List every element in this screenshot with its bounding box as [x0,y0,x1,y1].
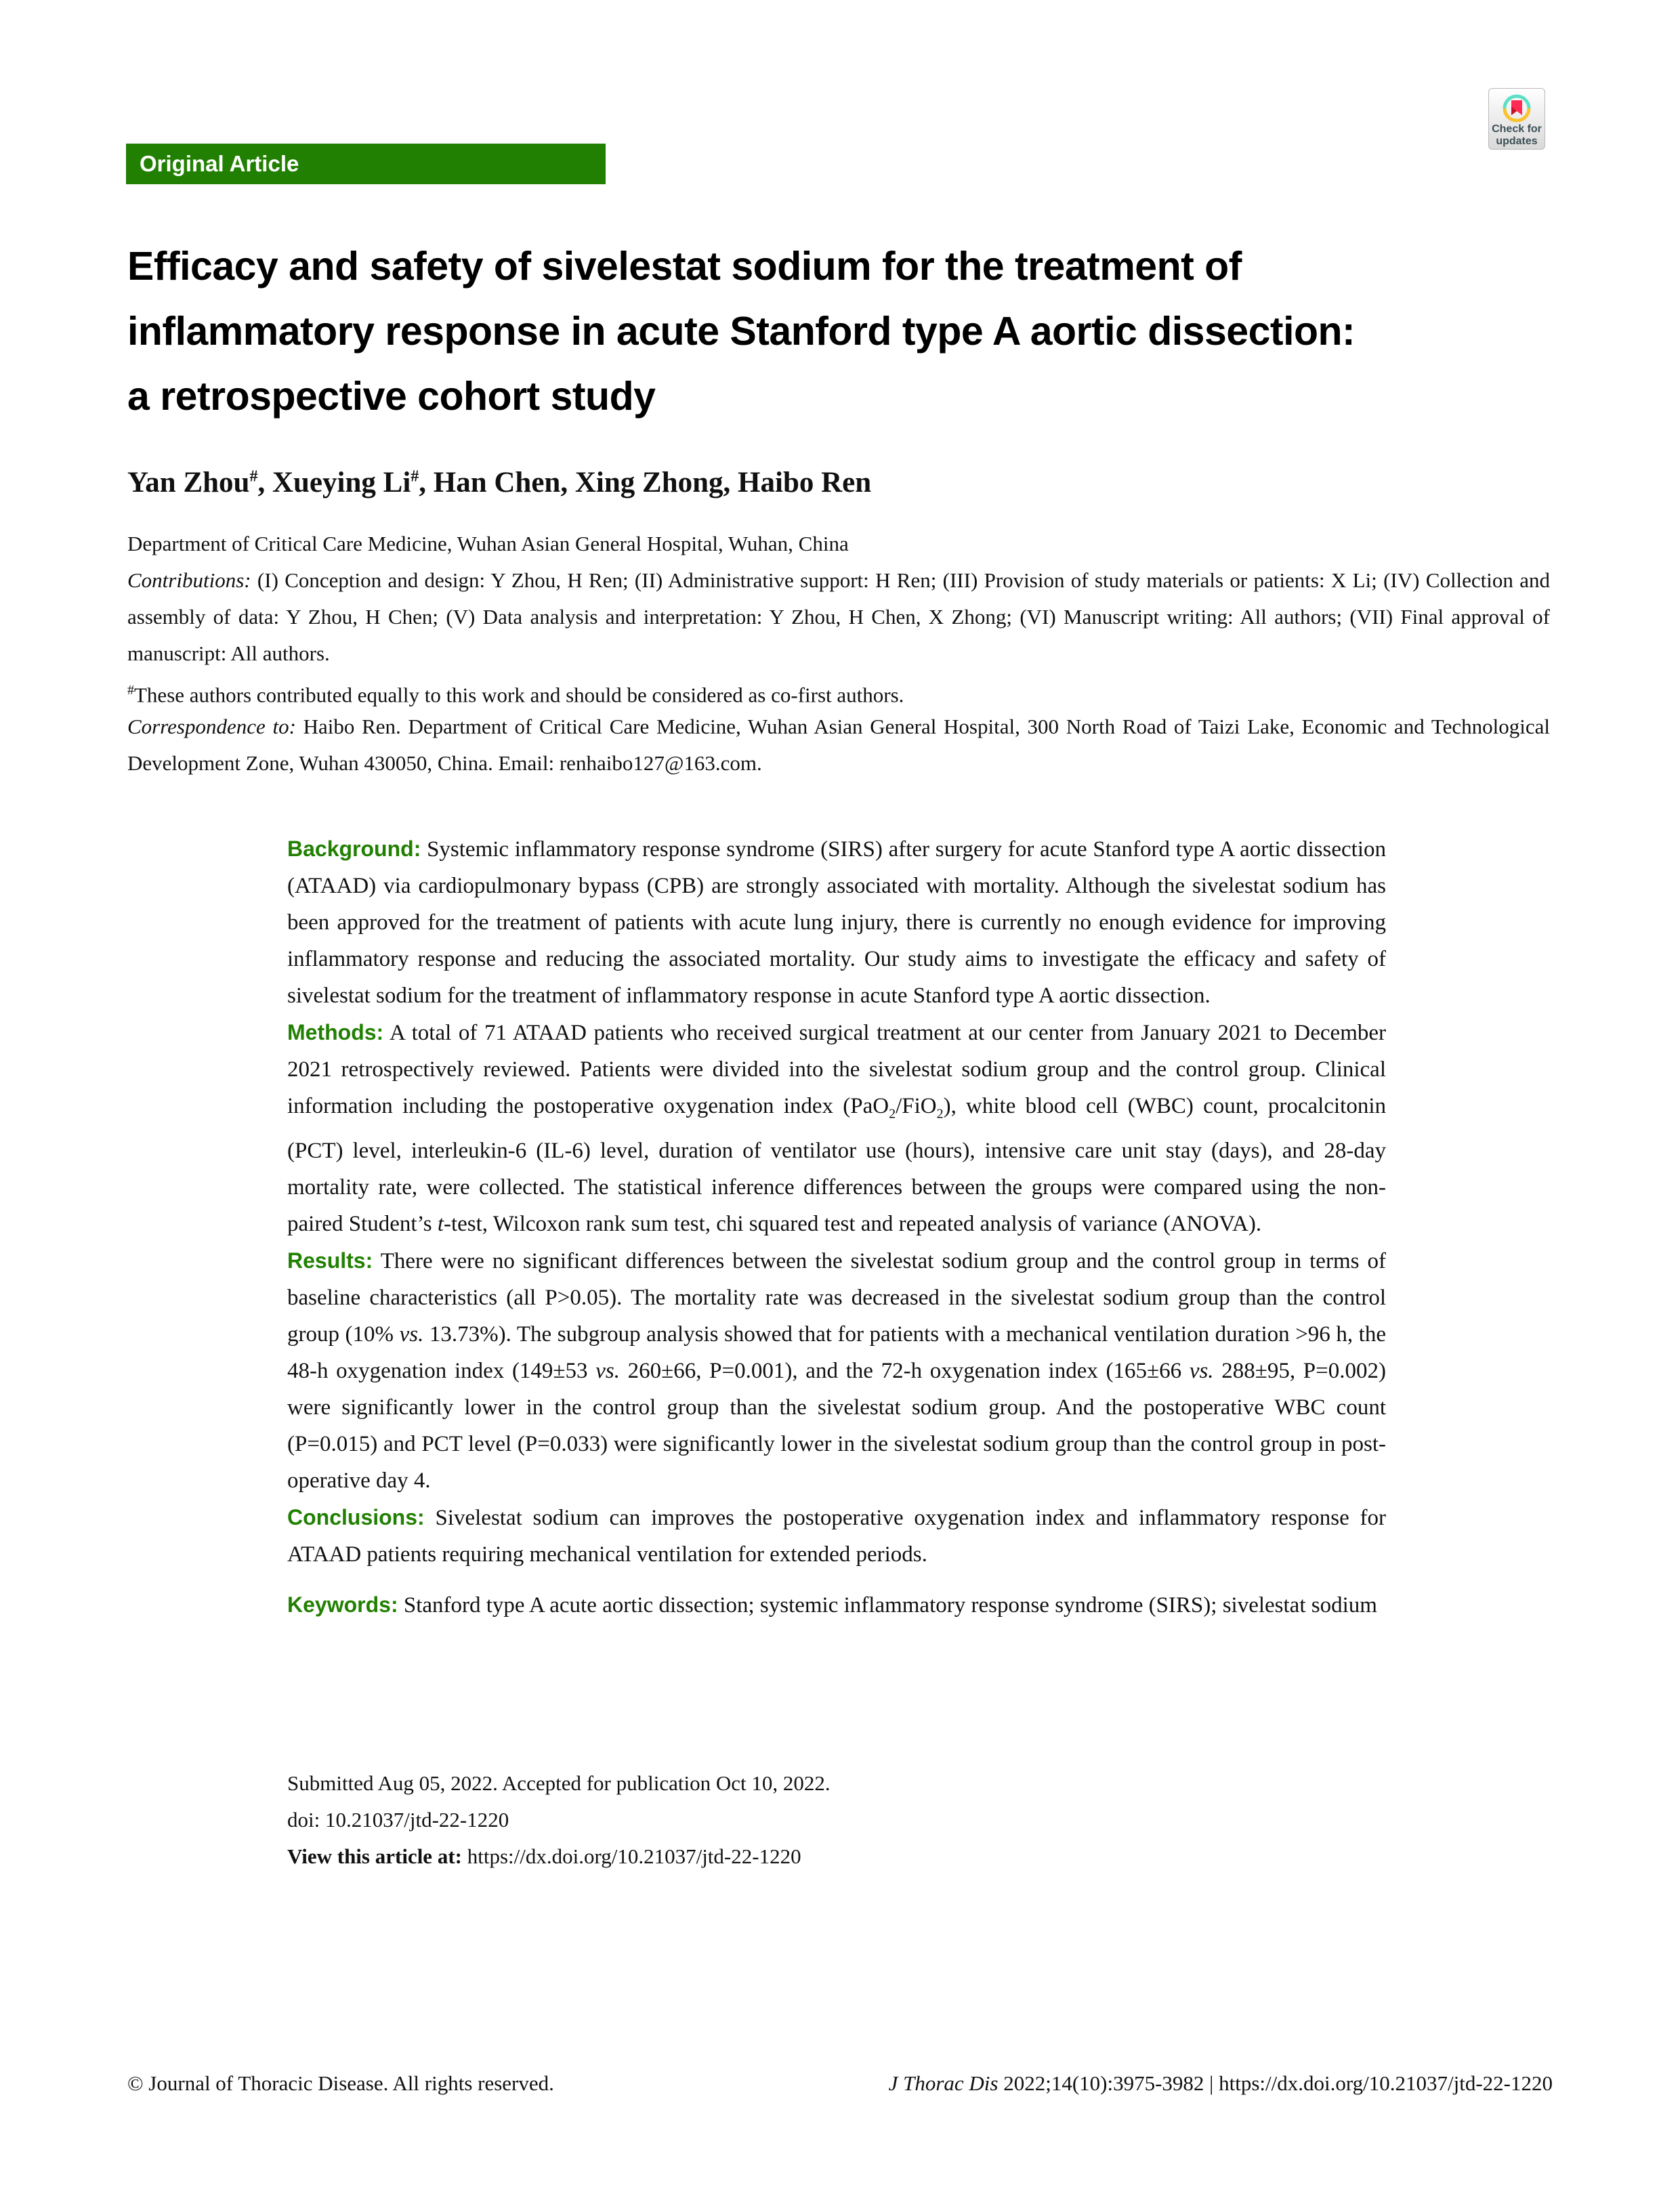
abstract-methods [287,1014,1386,1242]
vs-italic: vs. [595,1358,620,1383]
cofirst-mark: # [249,467,258,486]
view-article-link[interactable]: https://dx.doi.org/10.21037/jtd-22-1220 [461,1844,801,1868]
article-type-label: Original Article [140,151,299,176]
vs-italic: vs. [1189,1358,1214,1383]
abstract-keywords [287,1586,1386,1624]
doi: doi: 10.21037/jtd-22-1220 [287,1808,509,1832]
correspondence-label: Correspondence to: [127,715,296,738]
journal-abbrev: J Thorac Dis [888,2071,999,2095]
methods-text: A total of 71 ATAAD patients who received surgical treatment at our center from January 2021 to December 2021 retrospectively reviewed. Patients were divided into the sivelestat sodium group and the control group. Clinical information including the postoperative oxygenation index (PaO [287,1021,1386,1118]
cofirst-note-text: These authors contributed equally to this work and should be considered as co-first authors. [134,683,904,707]
crossmark-icon [1503,94,1531,123]
methods-text: ), white blood cell (WBC) count, procalcitonin (PCT) level, interleukin-6 (IL-6) level, duration of ventilator use (hours), intensive care unit stay (days), and 28-day mortality rate, were collected. The statistical inference differences between the groups were compared using the non-paired Student’s [287,1094,1387,1236]
cofirst-note-mark: # [127,683,134,698]
article-title [127,234,1584,429]
abstract-conclusions [287,1499,1386,1573]
correspondence [127,708,1550,782]
author-name: Han Chen [433,467,561,499]
correspondence-text: Haibo Ren. Department of Critical Care Medicine, Wuhan Asian General Hospital, 300 North Road of Taizi Lake, Economic and Technological Development Zone, Wuhan 430050, China. Email: renhaibo127@163.com. [127,715,1550,775]
methods-text: /FiO [896,1094,937,1118]
check-for-updates-button[interactable] [1488,88,1545,150]
results-text: 13.73%). The subgroup analysis showed that for patients with a mechanical ventilation duration >96 h, the 48-h oxygenation index (149±53 [287,1321,1387,1383]
methods-label: Methods: [287,1020,384,1044]
citation-text: 2022;14(10):3975-3982 | https://dx.doi.org/10.21037/jtd-22-1220 [998,2071,1553,2095]
footer-citation [889,2071,1553,2096]
title-line: inflammatory response in acute Stanford type A aortic dissection: [127,309,1356,354]
background-label: Background: [287,837,421,861]
conclusions-label: Conclusions: [287,1504,425,1529]
submission-dates: Submitted Aug 05, 2022. Accepted for publication Oct 10, 2022. [287,1771,831,1795]
affiliation: Department of Critical Care Medicine, Wuhan Asian General Hospital, Wuhan, China [127,532,849,555]
keywords-text: Stanford type A acute aortic dissection; systemic inflammatory response syndrome (SIRS); sivelestat sodium [398,1592,1377,1617]
author-list: Yan Zhou#, Xueying Li#, Han Chen, Xing Zhong, Haibo Ren [127,467,872,499]
subscript: 2 [936,1106,944,1122]
crossmark-line1: Check for [1492,123,1542,135]
author-name: Xueying Li [272,467,411,499]
abstract-results [287,1242,1386,1499]
subscript: 2 [889,1106,896,1122]
results-text: There were no significant differences between the sivelestat sodium group and the control group in terms of baseline characteristics (all P>0.05). The mortality rate was decreased in the sivelestat sodium group than the control group (10% [287,1248,1386,1347]
t-test-italic: t [437,1211,444,1236]
submission-info [287,1765,1371,1875]
methods-text: -test, Wilcoxon rank sum test, chi squared test and repeated analysis of variance (ANOVA). [443,1211,1262,1236]
contributions-text: (I) Conception and design: Y Zhou, H Ren; (II) Administrative support: H Ren; (III) Provision of study materials or patients: X Li; (IV) Collection and assembly of data: Y Zhou, H Chen; (V) Data analysis and interpretation: Y Zhou, H Chen, X Zhong; (VI) Manuscript writing: All authors; (VII) Final approval of manuscript: All authors. [127,568,1550,665]
view-article [287,1838,1371,1875]
author-name: Yan Zhou [127,467,250,499]
abstract-background [287,830,1386,1014]
results-label: Results: [287,1248,373,1273]
background-text: Systemic inflammatory response syndrome (SIRS) after surgery for acute Stanford type A aortic dissection (ATAAD) via cardiopulmonary bypass (CPB) are strongly associated with mortality. Although the sivelestat sodium has been approved for the treatment of patients with acute lung injury, there is currently no enough evidence for improving inflammatory response and reducing the associated mortality. Our study aims to investigate the efficacy and safety of sivelestat sodium for the treatment of inflammatory response in acute Stanford type A aortic dissection. [287,837,1386,1008]
abstract [287,830,1386,1624]
author-name: Xing Zhong [574,467,723,499]
cofirst-mark: # [411,467,419,486]
footer-copyright: © Journal of Thoracic Disease. All rights reserved. [127,2071,554,2095]
cofirst-note [127,672,1550,713]
keywords-label: Keywords: [287,1592,398,1617]
view-article-label: View this article at: [287,1844,462,1868]
contributions [127,562,1550,672]
results-text: 260±66, P=0.001), and the 72-h oxygenation index (165±66 [619,1358,1190,1383]
article-type-badge [126,144,606,184]
vs-italic: vs. [399,1321,424,1347]
title-line: Efficacy and safety of sivelestat sodium for the treatment of [127,244,1242,289]
title-line: a retrospective cohort study [127,374,656,419]
conclusions-text: Sivelestat sodium can improves the postoperative oxygenation index and inflammatory response for ATAAD patients requiring mechanical ventilation for extended periods. [287,1505,1386,1567]
results-text: 288±95, P=0.002) were significantly lower in the control group than the sivelestat sodium group. And the postoperative WBC count (P=0.015) and PCT level (P=0.033) were significantly lower in the sivelestat sodium group than the control group in post-operative day 4. [287,1358,1386,1493]
contributions-label: Contributions: [127,568,251,592]
crossmark-line2: updates [1496,135,1538,147]
author-name: Haibo Ren [738,467,872,499]
